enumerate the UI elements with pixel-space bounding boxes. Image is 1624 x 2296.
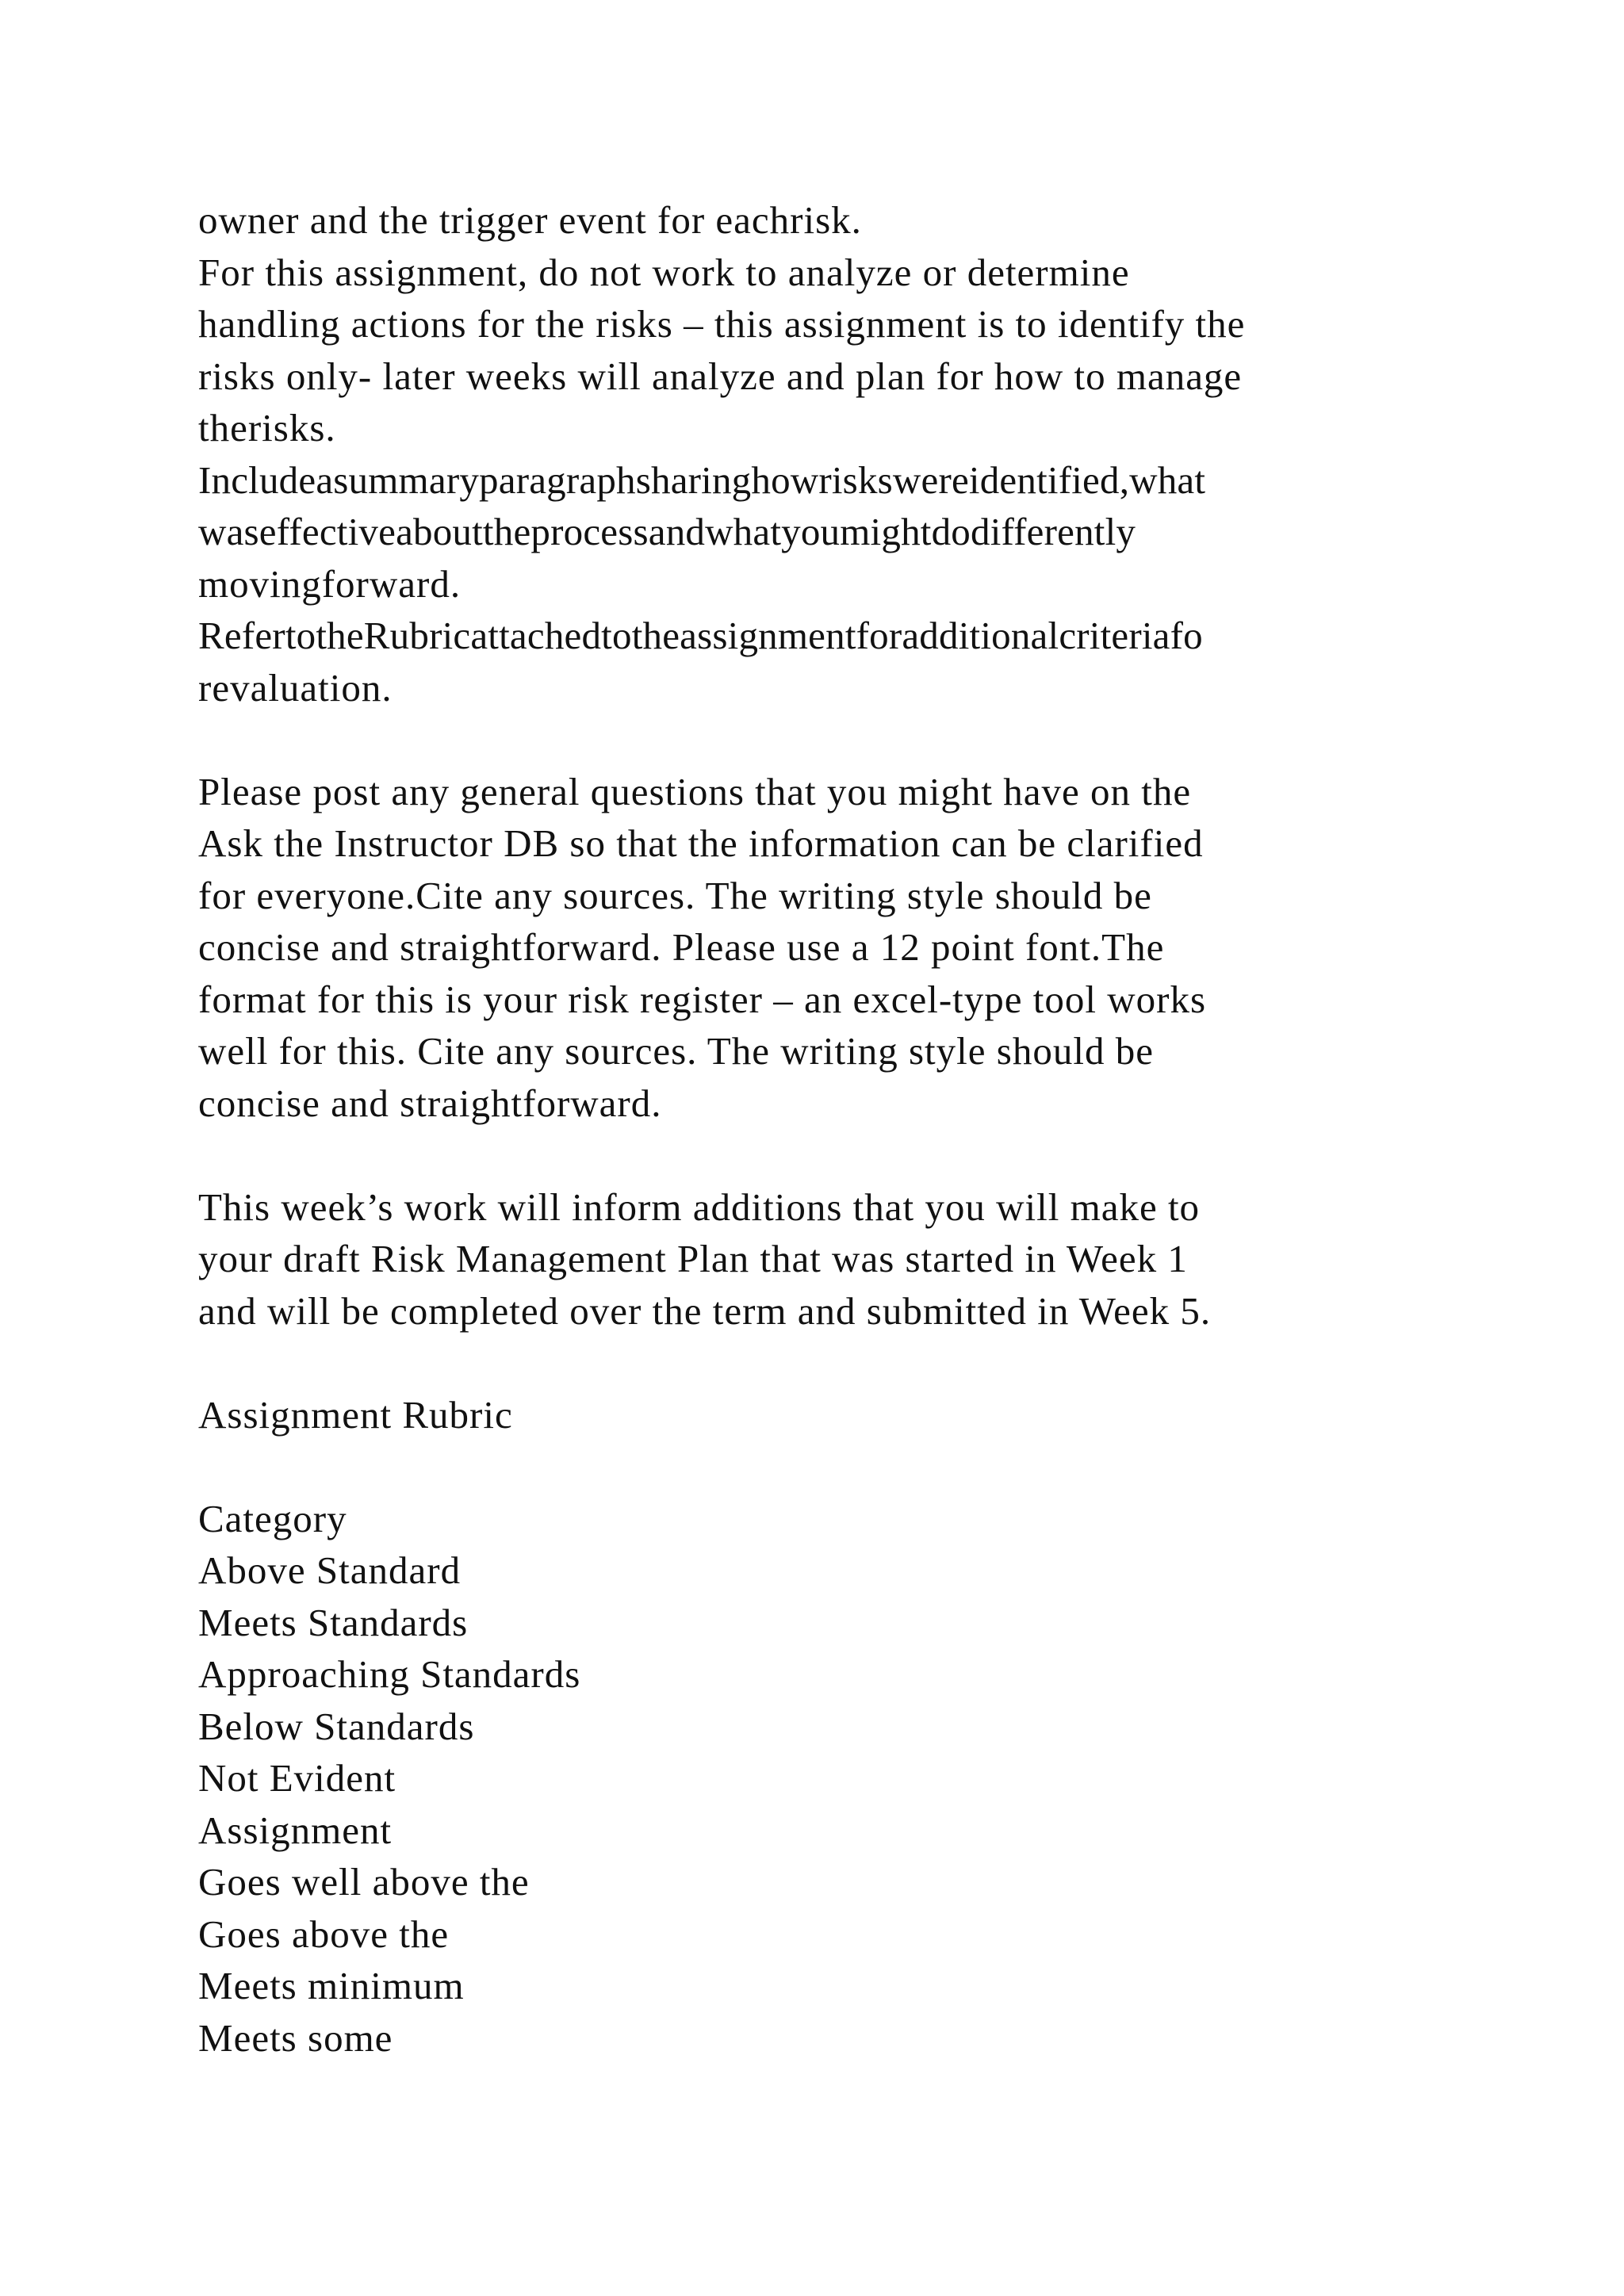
rubric-line: Not Evident bbox=[198, 1756, 396, 1800]
rubric-title: Assignment Rubric bbox=[198, 1392, 513, 1437]
blank-line bbox=[198, 714, 1435, 766]
rubric-line: Below Standards bbox=[198, 1704, 475, 1748]
text-line: your draft Risk Management Plan that was started in Week 1 bbox=[198, 1237, 1188, 1280]
text-line: handling actions for the risks – this assignment is to identify the bbox=[198, 302, 1246, 346]
rubric-line: Meets Standards bbox=[198, 1600, 469, 1644]
rubric-line: Goes above the bbox=[198, 1911, 450, 1956]
text-line: therisks. bbox=[198, 406, 336, 450]
text-line: for everyone.Cite any sources. The writing style should be bbox=[198, 873, 1152, 917]
rubric-line: Above Standard bbox=[198, 1548, 462, 1592]
text-line: Ask the Instructor DB so that the information can be clarified bbox=[198, 821, 1204, 865]
text-line: concise and straightforward. bbox=[198, 1081, 662, 1125]
text-line: RefertotheRubricattachedtotheassignmentforadditionalcriteriafo bbox=[198, 614, 1203, 657]
text-line: Please post any general questions that you might have on the bbox=[198, 769, 1192, 813]
rubric-line: Approaching Standards bbox=[198, 1652, 581, 1696]
text-line: This week’s work will inform additions that you will make to bbox=[198, 1184, 1201, 1229]
text-line: waseffectiveabouttheprocessandwhatyoumightdodifferently bbox=[198, 510, 1136, 553]
text-line: revaluation. bbox=[198, 665, 393, 710]
text-line: format for this is your risk register – an excel-type tool works bbox=[198, 977, 1207, 1021]
text-line: and will be completed over the term and submitted in Week 5. bbox=[198, 1288, 1212, 1333]
blank-line bbox=[198, 1129, 1435, 1181]
blank-line bbox=[198, 1441, 1435, 1493]
text-line: concise and straightforward. Please use a 12 point font.The bbox=[198, 925, 1165, 969]
text-line: movingforward. bbox=[198, 561, 462, 606]
text-line: For this assignment, do not work to analyze or determine bbox=[198, 250, 1130, 294]
blank-line bbox=[198, 1337, 1435, 1389]
text-line: Includeasummaryparagraphsharinghowriskswereidentified,what bbox=[198, 457, 1206, 502]
rubric-line: Meets some bbox=[198, 2015, 393, 2060]
text-line: risks only- later weeks will analyze and plan for how to manage bbox=[198, 354, 1243, 398]
rubric-line: Meets minimum bbox=[198, 1964, 465, 2007]
text-line: owner and the trigger event for eachrisk. bbox=[198, 198, 862, 242]
rubric-line: Assignment bbox=[198, 1808, 393, 1852]
rubric-line: Goes well above the bbox=[198, 1860, 530, 1904]
text-line: well for this. Cite any sources. The writing style should be bbox=[198, 1029, 1154, 1073]
rubric-line: Category bbox=[198, 1496, 347, 1540]
document-text bbox=[198, 194, 1435, 2064]
